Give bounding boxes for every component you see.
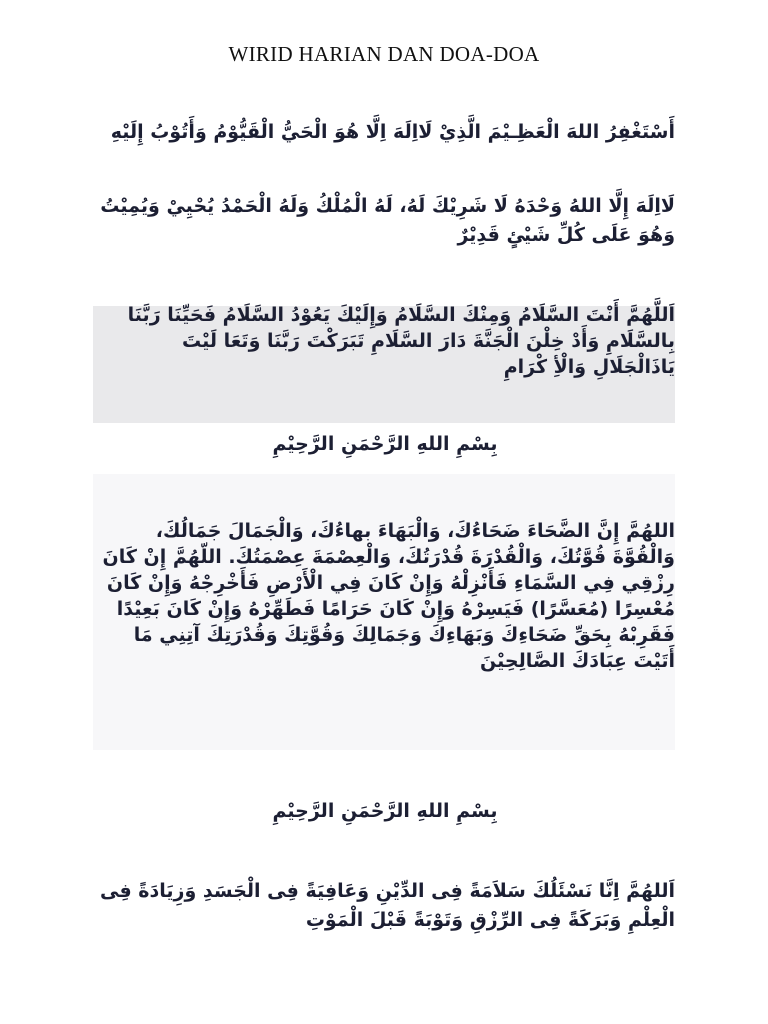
salamah-doa-paragraph: اَللهُمَّ اِنَّا نَسْئَلُكَ سَلاَمَةً فِى الدِّيْنِ وَعَافِيَةً فِى الْجَسَدِ وَزِيَادَةً فِى الْعِلْمِ وَبَرَكَةً فِى الرِّزْقِ وَتَوْبَةً قَبْلَ الْمَوْتِ [100, 880, 675, 931]
istighfar-paragraph: أَسْتَغْفِرُ اللهَ الْعَظِـيْمَ الَّذِيْ لَااِلَهَ اِلَّا هُوَ الْحَيُّ الْقَيُّوْمُ وَأَتُوْبُ إِلَيْهِ [110, 121, 675, 143]
basmalah-heading: بِسْمِ اللهِ الرَّحْمَنِ الرَّحِيْمِ [272, 433, 498, 455]
basmalah-heading: بِسْمِ اللهِ الرَّحْمَنِ الرَّحِيْمِ [272, 800, 498, 822]
tahlil-paragraph: لَااِلَهَ إِلَّا اللهُ وَحْدَهُ لَا شَرِيْكَ لَهُ، لَهُ الْمُلْكُ وَلَهُ الْحَمْدُ يُحْيِيْ وَيُمِيْتُ وَهُوَ عَلَى كُلِّ شَيْئٍ قَدِيْرٌ [100, 195, 675, 246]
dhuha-doa-paragraph: اللهُمَّ إِنَّ الضَّحَاءَ ضَحَاءُكَ، وَالْبَهَاءَ بهاءُكَ، وَالْجَمَالَ جَمَالُكَ، وَالْقُوَّةَ قُوَّتُكَ، وَالْقُدْرَةَ قُدْرَتُكَ، وَالْعِصْمَةَ عِصْمَتُكَ. اللّهُمَّ إِنْ كَانَ رِزْقِي فِي السَّمَاءِ فَأَنْزِلْهُ وَإِنْ كَانَ فِي الْأَرْضِ فَأَخْرِجْهُ وَإِنْ كَانَ مُعْسِرًا (مُعَسَّرًا) فَيَسِرْهُ وَإِنْ كَانَ حَرَامًا فَطَهِّرْهُ وَإِنْ كَانَ بَعِيْدًا فَقَرِبْهُ بِحَقِّ ضَحَاءِكَ وَبَهَاءِكَ وَجَمَالِكَ وَقُوَّتِكَ وَقُدْرَتِكَ آتِنِي مَا أَتَيْتَ عِبَادَكَ الصَّالِحِيْنَ [102, 520, 675, 672]
salam-doa-paragraph: اَللَّهُمَّ أَنْتَ السَّلَامُ وَمِنْكَ السَّلَامُ وَإِلَيْكَ يَعُوْدُ السَّلَامُ فَحَيِّنَا رَبَّنَا بِالسَّلَامِ وَأَدْ خِلْنَ الْجَنَّةَ دَارَ السَّلَامِ تَبَرَكْتَ رَبَّنَا وَتَعَا لَيْتَ يَاذَالْجَلَالِ وَالْأِ كْرَامِ [127, 304, 675, 378]
document-title: WIRID HARIAN DAN DOA-DOA [228, 42, 540, 66]
